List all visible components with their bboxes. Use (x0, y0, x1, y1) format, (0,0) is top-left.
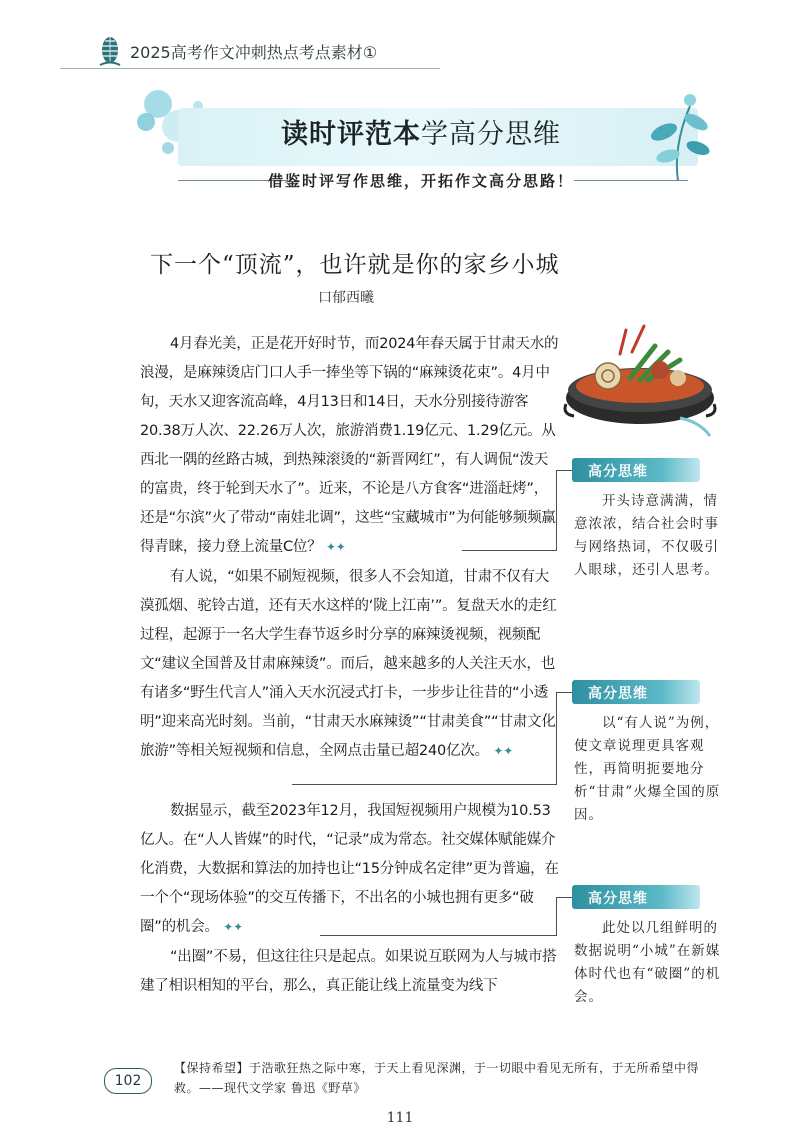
margin-note-text: 此处以几组鲜明的数据说明“小城”在新媒体时代也有“破圈”的机会。 (574, 920, 721, 1005)
page-number: 102 (104, 1068, 152, 1094)
footer-quote: 【保持希望】于浩歌狂热之际中寒，于天上看见深渊，于一切眼中看见无所有，于无所希望中得救。——现代文学家 鲁迅《野草》 (174, 1061, 700, 1095)
margin-note-1 (572, 458, 732, 582)
note-connector-1-bracket (556, 470, 573, 551)
note-connector-2-bracket (556, 692, 573, 785)
margin-note-3 (572, 885, 732, 1009)
margin-note-tag (572, 885, 700, 909)
hotpot-illustration (560, 318, 720, 440)
section-banner (128, 86, 714, 196)
margin-note-tag-label: 高分思维 (588, 686, 648, 702)
article-paragraph-2 (140, 563, 560, 766)
margin-note-tag-label: 高分思维 (588, 464, 648, 480)
article-paragraph-2-text: 有人说，“如果不刷短视频，很多人不会知道，甘肃不仅有大漠孤烟、驼铃古道，还有天水这样的‘陇上江南’”。复盘天水的走红过程，起源于一名大学生春节返乡时分享的麻辣烫视频，视频配文“建议全国普及甘肃麻辣烫”。而后，越来越多的人关注天水，也有诸多“野生代言人”涌入天水沉浸式打卡，一步步让往昔的“小透明”迎来高光时刻。当前，“甘肃天水麻辣烫”“甘肃美食”“甘肃文化旅游”等相关短视频和信息，全网点击量已超240亿次。 (140, 569, 557, 759)
margin-note-2 (572, 680, 732, 827)
note-connector-2 (292, 784, 557, 785)
article-paragraph-1-text: 4月春光美，正是花开好时节，而2024年春天属于甘肃天水的浪漫，是麻辣烫店门口人手一捧坐等下锅的“麻辣烫花束”。4月中旬，天水又迎客流高峰，4月13日和14日，天水分别接待游客20.38万人次、22.26万人次，旅游消费1.19亿元、1.29亿元。从西北一隅的丝路古城，到热辣滚烫的“新晋网红”，有人调侃“泼天的富贵，终于轮到天水了”。近来，不论是八方食客“进淄赶烤”，还是“尔滨”火了带动“南娃北调”，这些“宝藏城市”为何能够频频赢得青睐，接力登上流量C位？ (140, 336, 559, 555)
banner-subtitle: 借鉴时评写作思维，开拓作文高分思路！ (267, 172, 574, 190)
margin-note-text: 开头诗意满满，情意浓浓，结合社会时事与网络热词，不仅吸引人眼球，还引人思考。 (574, 493, 719, 578)
note-anchor-marker: ✦✦ (223, 920, 243, 934)
margin-note-tag (572, 458, 700, 482)
running-title: 2025高考作文冲刺热点考点素材① (130, 43, 378, 62)
note-connector-1 (462, 550, 557, 551)
article-title: 下一个“顶流”，也许就是你的家乡小城 (150, 252, 560, 278)
note-anchor-marker: ✦✦ (493, 744, 514, 758)
banner-title-light: 学高分思维 (421, 119, 561, 150)
article-paragraph-4 (140, 943, 560, 1001)
scan-page-number: 111 (386, 1110, 414, 1126)
pinecone-icon (96, 32, 124, 70)
banner-title-bold: 读时评范本 (281, 119, 421, 150)
running-header (70, 32, 430, 70)
note-connector-3-bracket (556, 897, 573, 936)
article-paragraph-3-text: 数据显示，截至2023年12月，我国短视频用户规模为10.53亿人。在“人人皆媒”的时代，“记录”成为常态。社交媒体赋能媒介化消费，大数据和算法的加持也让“15分钟成名定律”更为普遍，在一个个“现场体验”的交互传播下，不出名的小城也拥有更多“破圈”的机会。 (140, 803, 559, 935)
note-connector-3 (320, 935, 557, 936)
note-anchor-marker: ✦✦ (325, 540, 346, 554)
article-paragraph-4-text: “出圈”不易，但这往往只是起点。如果说互联网为人与城市搭建了相识相知的平台，那么，真正能让线上流量变为线下 (140, 949, 557, 994)
margin-note-tag-label: 高分思维 (588, 891, 648, 907)
article-paragraph-1 (140, 330, 560, 562)
article-author: 口郁西曦 (318, 290, 374, 306)
margin-note-tag (572, 680, 700, 704)
margin-note-text: 以“有人说”为例，使文章说理更具客观性，再简明扼要地分析“甘肃”火爆全国的原因。 (574, 715, 721, 823)
banner-title (128, 112, 714, 151)
article-paragraph-3 (140, 797, 560, 942)
header-divider (60, 68, 440, 69)
